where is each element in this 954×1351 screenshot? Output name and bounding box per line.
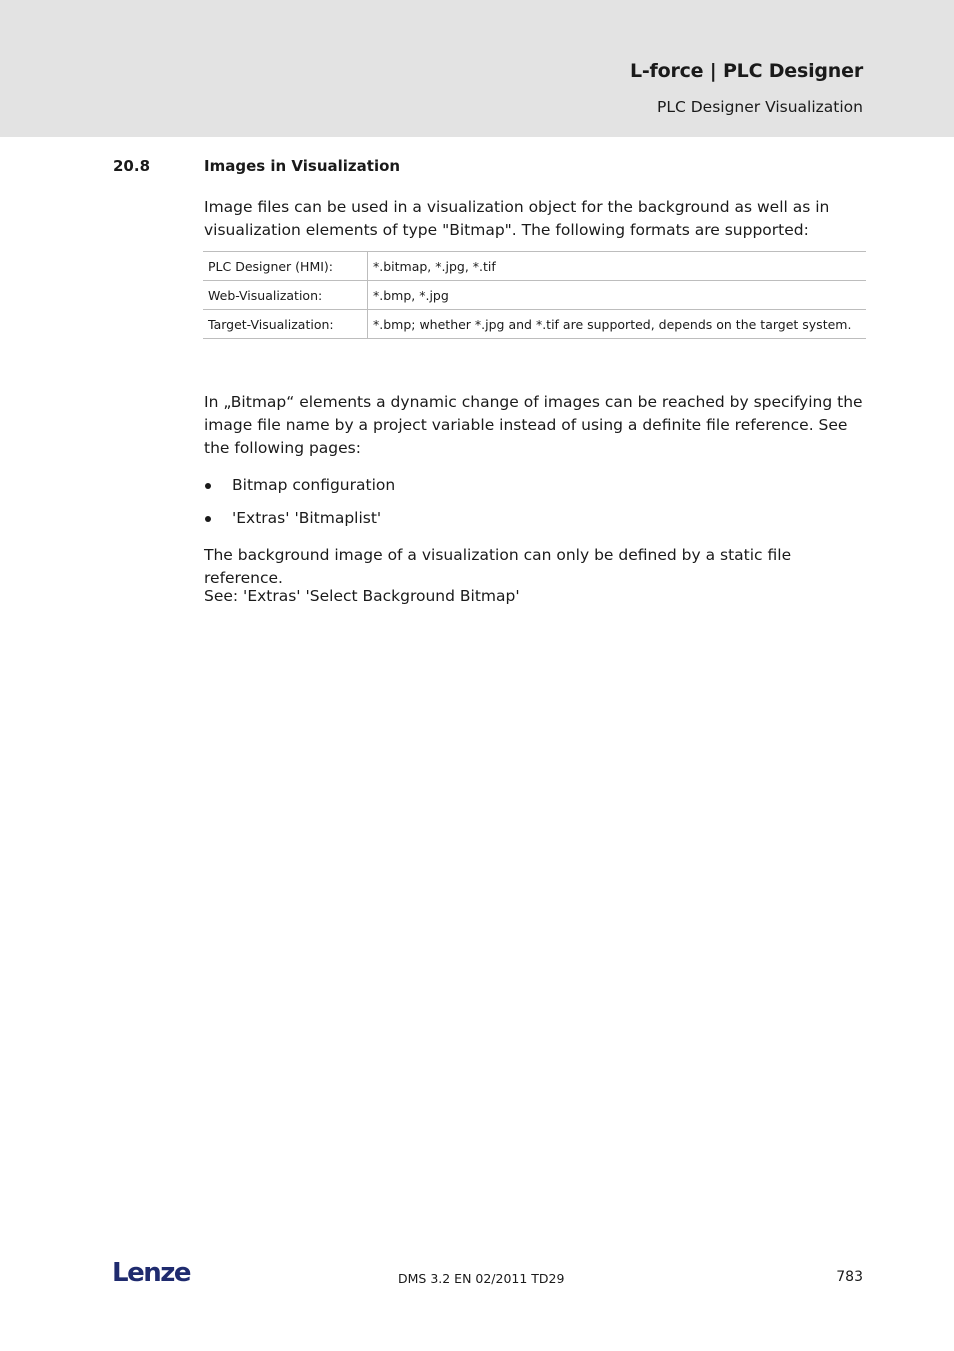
dynamic-paragraph: In „Bitmap“ elements a dynamic change of images can be reached by specifying the image file name by a project variable instead of using a definite file reference. See the following pages:	[204, 393, 863, 457]
formats-table	[203, 251, 866, 339]
bullet-icon	[205, 516, 211, 522]
document-title: L-force | PLC Designer	[629, 60, 863, 82]
table-row	[203, 281, 866, 310]
table-row	[203, 252, 866, 281]
footer-doc-ref: DMS 3.2 EN 02/2011 TD29	[398, 1271, 565, 1286]
format-label: Target-Visualization:	[203, 310, 368, 339]
format-value: *.bmp, *.jpg	[368, 281, 867, 310]
bullet-icon	[205, 483, 211, 489]
format-label: Web-Visualization:	[203, 281, 368, 310]
document-subtitle: PLC Designer Visualization	[657, 98, 863, 116]
section-title: Images in Visualization	[204, 157, 401, 175]
section-number: 20.8	[113, 157, 151, 175]
list-item-text: Bitmap configuration	[232, 476, 396, 494]
list-item	[204, 507, 395, 540]
reference-list	[204, 474, 395, 540]
table-row	[203, 310, 866, 339]
format-value: *.bitmap, *.jpg, *.tif	[368, 252, 867, 281]
list-item-text: 'Extras' 'Bitmaplist'	[232, 509, 382, 527]
intro-paragraph: Image files can be used in a visualization object for the background as well as in visualization elements of type "Bitmap". The following formats are supported:	[204, 198, 830, 239]
format-label: PLC Designer (HMI):	[203, 252, 368, 281]
page-number: 783	[836, 1269, 863, 1285]
format-value: *.bmp; whether *.jpg and *.tif are supported, depends on the target system.	[368, 310, 867, 339]
list-item	[204, 474, 395, 507]
see-paragraph: See: 'Extras' 'Select Background Bitmap'	[204, 587, 520, 605]
lenze-logo: Lenze	[112, 1258, 190, 1288]
background-paragraph: The background image of a visualization can only be defined by a static file reference.	[204, 546, 792, 587]
